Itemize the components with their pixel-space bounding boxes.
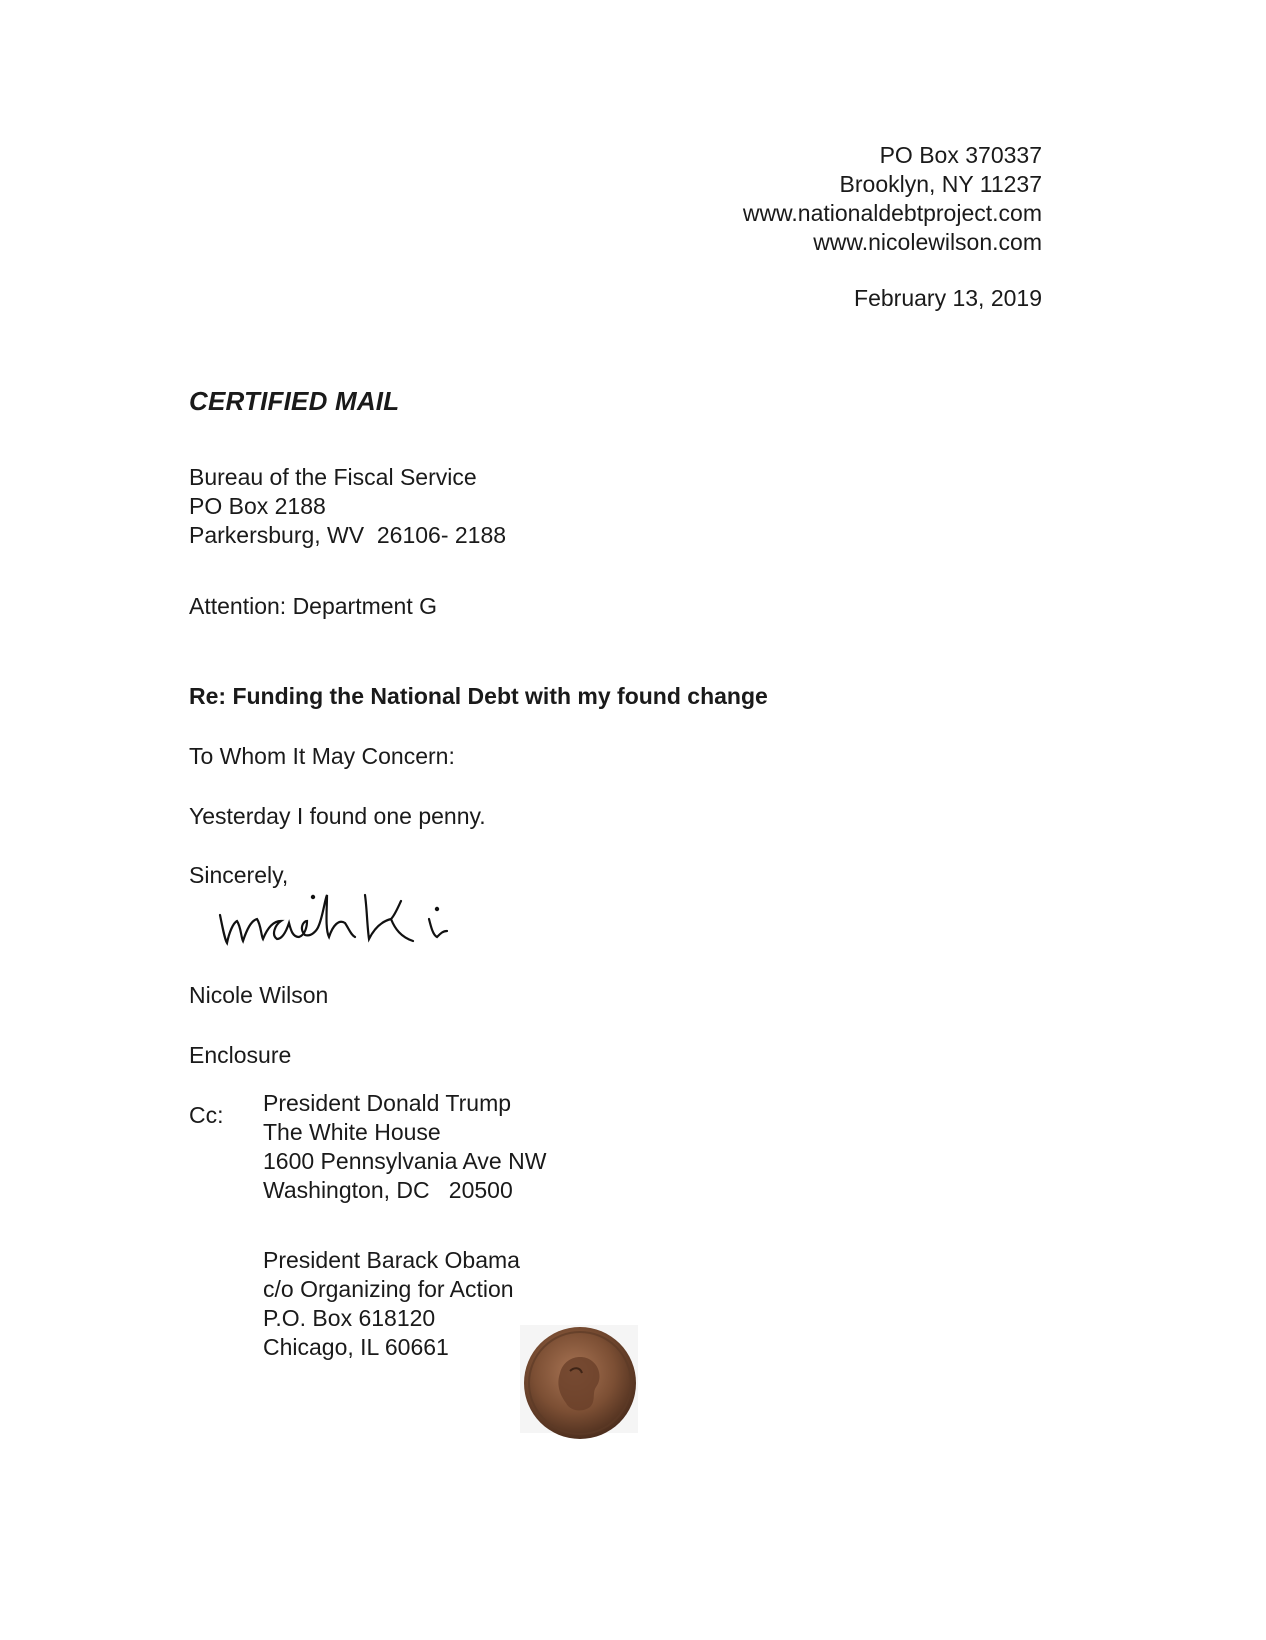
recipient-name: Bureau of the Fiscal Service [189,464,477,490]
attention-line: Attention: Department G [189,593,438,619]
cc-recipient-2-line1: President Barack Obama [263,1247,520,1273]
letter-body: Yesterday I found one penny. [189,803,486,829]
enclosure-note: Enclosure [189,1042,292,1068]
recipient-address-line1: PO Box 2188 [189,493,326,519]
cc-recipient-2 [263,1246,520,1362]
cc-recipient-1-line4: Washington, DC 20500 [263,1177,513,1203]
cc-recipient-2-line2: c/o Organizing for Action [263,1276,514,1302]
cc-recipient-1 [263,1089,546,1205]
sender-address-line2: Brooklyn, NY 11237 [839,171,1042,197]
handwritten-signature-icon [215,885,485,965]
cc-recipient-2-line3: P.O. Box 618120 [263,1305,436,1331]
sender-website-1: www.nationaldebtproject.com [742,200,1042,226]
cc-recipient-1-line2: The White House [263,1119,441,1145]
sender-website-2: www.nicolewilson.com [813,229,1042,255]
certified-mail-heading: CERTIFIED MAIL [189,386,400,416]
sender-address-line1: PO Box 370337 [879,142,1042,168]
recipient-address-block [189,463,506,550]
letter-date: February 13, 2019 [854,285,1042,311]
subject-line: Re: Funding the National Debt with my found change [189,683,768,709]
salutation: To Whom It May Concern: [189,743,455,769]
recipient-address-line2: Parkersburg, WV 26106- 2188 [189,522,507,548]
cc-recipient-1-line1: President Donald Trump [263,1090,512,1116]
penny-coin-icon [520,1323,638,1441]
closing: Sincerely, [189,862,289,888]
cc-recipient-2-line4: Chicago, IL 60661 [263,1334,449,1360]
sender-address-block [743,141,1042,257]
signer-name: Nicole Wilson [189,982,329,1008]
cc-label: Cc: [189,1102,224,1128]
cc-recipient-1-line3: 1600 Pennsylvania Ave NW [263,1148,547,1174]
